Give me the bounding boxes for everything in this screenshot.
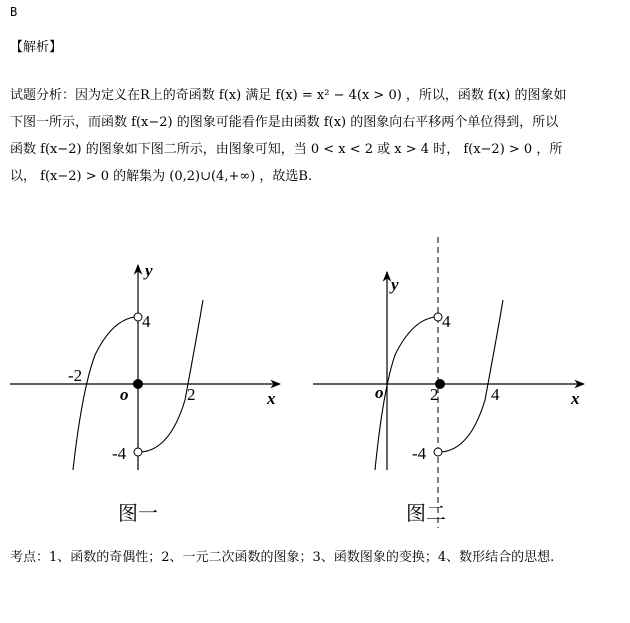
fig2-x-label: x xyxy=(571,389,580,408)
fig2-tick-4: 4 xyxy=(491,385,500,404)
fig1-caption: 图一 xyxy=(118,501,158,525)
analysis-line-1: 试题分析：因为定义在R上的奇函数 f(x) 满足 f(x) = x² − 4(x > 0) ，所以，函数 f(x) 的图象如 xyxy=(10,88,567,103)
figure-2 xyxy=(313,237,584,528)
fig1-origin-dot xyxy=(133,379,143,389)
answer-letter: B xyxy=(10,5,18,19)
fig1-origin-label: o xyxy=(120,385,129,404)
analysis-line-3: 函数 f(x−2) 的图象如下图二所示，由图象可知，当 0 < x < 2 或 x > 4 时， f(x−2) > 0 ，所 xyxy=(10,142,563,157)
fig1-open-point-bottom xyxy=(134,448,142,456)
fig2-tick-neg4: -4 xyxy=(412,444,427,463)
fig1-tick-pos4: 4 xyxy=(142,312,151,331)
fig2-y-label: y xyxy=(391,275,399,294)
figure-1 xyxy=(10,261,280,470)
fig1-x-label: x xyxy=(267,389,276,408)
fig2-tick-2: 2 xyxy=(430,385,439,404)
analysis-line-4: 以， f(x−2) > 0 的解集为 (0,2)∪(4,+∞) ，故选B. xyxy=(10,169,313,184)
fig2-open-point-bottom xyxy=(434,448,442,456)
fig2-caption: 图二 xyxy=(406,501,446,525)
fig2-tick-pos4: 4 xyxy=(442,312,451,331)
fig1-y-label: y xyxy=(145,261,153,280)
fig1-tick-pos2: 2 xyxy=(187,385,196,404)
fig1-open-point-top xyxy=(134,313,142,321)
fig2-origin-label: o xyxy=(375,383,384,402)
fig1-tick-neg4: -4 xyxy=(112,444,127,463)
fig2-open-point-top xyxy=(434,313,442,321)
section-title: 【解析】 xyxy=(10,40,63,55)
fig1-tick-neg2: -2 xyxy=(68,366,83,385)
kaodian-note: 考点：1、函数的奇偶性；2、一元二次函数的图象；3、函数图象的变换；4、数形结合的思想. xyxy=(10,550,555,565)
analysis-line-2: 下图一所示，而函数 f(x−2) 的图象可能看作是由函数 f(x) 的图象向右平移两个单位得到，所以 xyxy=(10,115,559,130)
